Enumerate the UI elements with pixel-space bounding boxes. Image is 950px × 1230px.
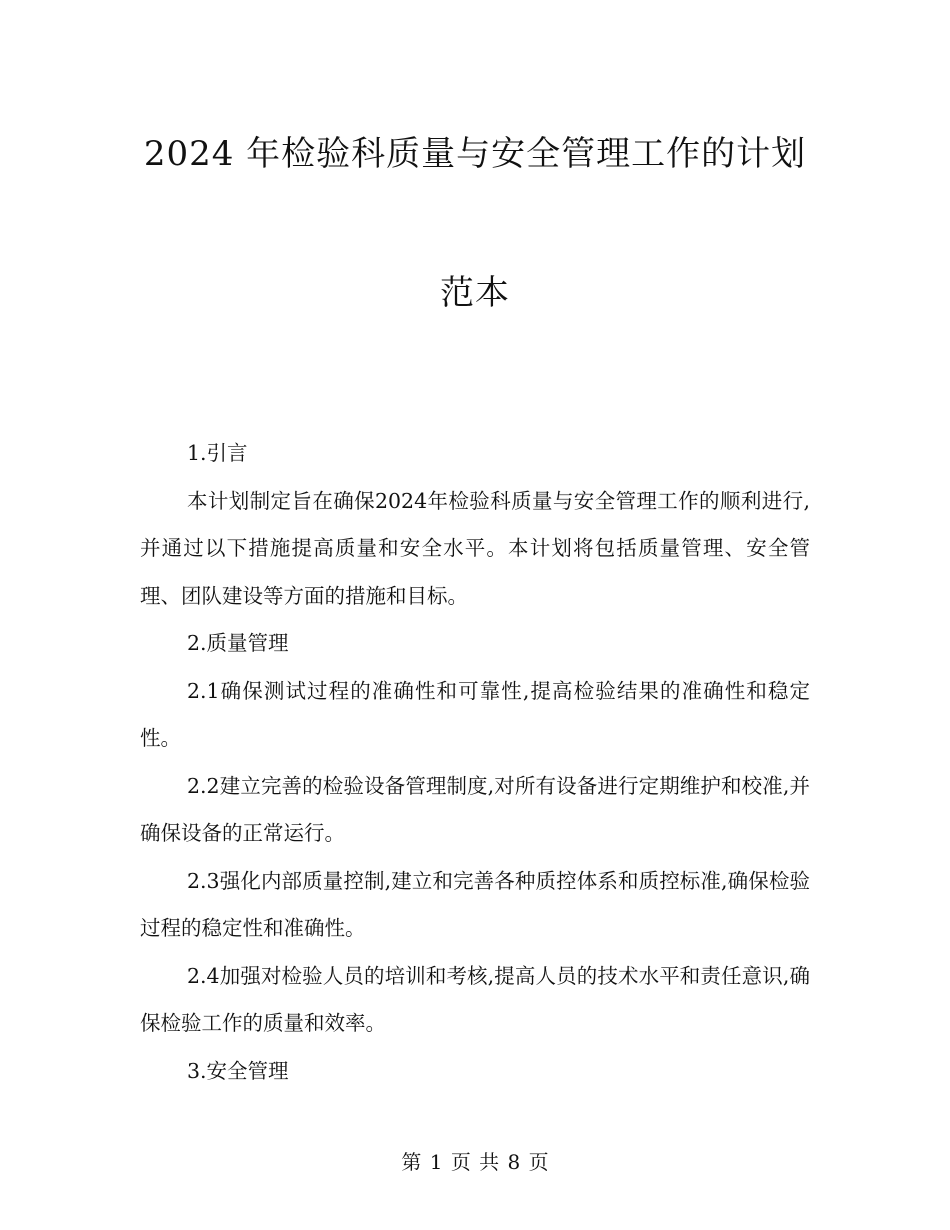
paragraph-2-3: 2.3强化内部质量控制,建立和完善各种质控体系和质控标准,确保检验过程的稳定性和准确性。 (140, 868, 810, 940)
paragraph-2-1: 2.1确保测试过程的准确性和可靠性,提高检验结果的准确性和稳定性。 (140, 678, 810, 750)
document-title-continuation: 范本 (440, 273, 510, 313)
paragraph-2-4: 2.4加强对检验人员的培训和考核,提高人员的技术水平和责任意识,确保检验工作的质量和效率。 (140, 963, 810, 1035)
section-heading-safety-management: 3.安全管理 (187, 1058, 289, 1083)
page-footer: 第 1 页 共 8 页 (401, 1150, 549, 1174)
document-body (140, 430, 810, 1095)
paragraph-2-2: 2.2建立完善的检验设备管理制度,对所有设备进行定期维护和校准,并确保设备的正常运行。 (140, 773, 810, 845)
section-heading-introduction: 1.引言 (187, 441, 248, 465)
paragraph-introduction: 本计划制定旨在确保2024年检验科质量与安全管理工作的顺利进行,并通过以下措施提高质量和安全水平。本计划将包括质量管理、安全管理、团队建设等方面的措施和目标。 (140, 488, 810, 608)
section-heading-quality-management: 2.质量管理 (187, 631, 289, 655)
document-title: 2024 年检验科质量与安全管理工作的计划 (143, 134, 807, 174)
